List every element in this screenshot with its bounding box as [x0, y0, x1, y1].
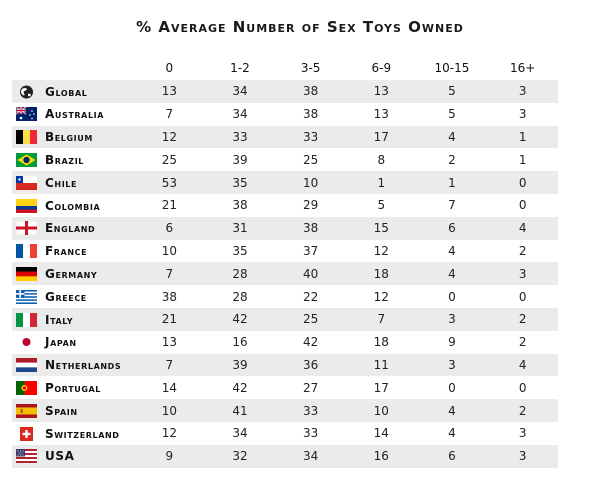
value-cell: 38	[275, 80, 346, 103]
value-cell: 4	[417, 262, 488, 285]
table-row	[12, 308, 558, 331]
value-cell: 5	[346, 194, 417, 217]
value-cell: 38	[134, 285, 205, 308]
value-cell: 5	[417, 80, 488, 103]
greece-flag-icon	[16, 290, 37, 304]
value-cell: 13	[346, 80, 417, 103]
value-cell: 7	[417, 194, 488, 217]
value-cell: 1	[487, 126, 558, 149]
value-cell: 4	[487, 354, 558, 377]
usa-flag-icon	[16, 449, 37, 463]
value-cell: 33	[275, 399, 346, 422]
value-cell: 6	[134, 217, 205, 240]
value-cell: 5	[417, 103, 488, 126]
table-row	[12, 240, 558, 263]
country-cell	[12, 262, 134, 285]
value-cell: 42	[205, 376, 276, 399]
value-cell: 0	[417, 376, 488, 399]
value-cell: 17	[346, 376, 417, 399]
header-col-1: 1-2	[230, 61, 250, 75]
country-label: Greece	[45, 289, 87, 304]
value-cell: 21	[134, 308, 205, 331]
switzerland-flag-icon	[16, 427, 37, 441]
belgium-flag-icon	[16, 130, 37, 144]
country-cell	[12, 148, 134, 171]
country-cell	[12, 194, 134, 217]
country-cell	[12, 126, 134, 149]
value-cell: 14	[134, 376, 205, 399]
value-cell: 4	[417, 240, 488, 263]
england-flag-icon	[16, 221, 37, 235]
table-row	[12, 126, 558, 149]
table-row	[12, 331, 558, 354]
country-label: Spain	[45, 403, 78, 418]
table-row	[12, 399, 558, 422]
portugal-flag-icon	[16, 381, 37, 395]
country-label: Japan	[45, 335, 77, 350]
country-label: Germany	[45, 267, 98, 282]
value-cell: 34	[205, 422, 276, 445]
value-cell: 3	[487, 445, 558, 468]
value-cell: 10	[134, 399, 205, 422]
value-cell: 38	[275, 103, 346, 126]
country-cell	[12, 308, 134, 331]
country-cell	[12, 285, 134, 308]
value-cell: 36	[275, 354, 346, 377]
header-country	[12, 56, 134, 80]
value-cell: 25	[134, 148, 205, 171]
table-row	[12, 445, 558, 468]
value-cell: 3	[487, 80, 558, 103]
value-cell: 13	[134, 80, 205, 103]
value-cell: 0	[417, 285, 488, 308]
value-cell: 2	[487, 331, 558, 354]
value-cell: 2	[487, 240, 558, 263]
value-cell: 39	[205, 354, 276, 377]
table-row	[12, 354, 558, 377]
table-row	[12, 376, 558, 399]
value-cell: 3	[417, 354, 488, 377]
value-cell: 18	[346, 331, 417, 354]
value-cell: 35	[205, 171, 276, 194]
value-cell: 33	[205, 126, 276, 149]
value-cell: 28	[205, 262, 276, 285]
value-cell: 9	[134, 445, 205, 468]
value-cell: 40	[275, 262, 346, 285]
header-col-3: 6-9	[371, 61, 392, 75]
country-label: France	[45, 244, 88, 259]
country-label: Italy	[45, 312, 74, 327]
value-cell: 25	[275, 308, 346, 331]
value-cell: 27	[275, 376, 346, 399]
value-cell: 37	[275, 240, 346, 263]
value-cell: 6	[417, 445, 488, 468]
table-row	[12, 171, 558, 194]
value-cell: 11	[346, 354, 417, 377]
value-cell: 21	[134, 194, 205, 217]
country-label: Chile	[45, 175, 78, 190]
value-cell: 28	[205, 285, 276, 308]
value-cell: 2	[487, 399, 558, 422]
brazil-flag-icon	[16, 153, 37, 167]
country-cell	[12, 217, 134, 240]
country-cell	[12, 171, 134, 194]
value-cell: 3	[487, 103, 558, 126]
value-cell: 16	[346, 445, 417, 468]
country-cell	[12, 399, 134, 422]
table-row	[12, 422, 558, 445]
data-table	[12, 56, 558, 468]
country-label: Brazil	[45, 153, 84, 168]
colombia-flag-icon	[16, 199, 37, 213]
value-cell: 10	[134, 240, 205, 263]
value-cell: 6	[417, 217, 488, 240]
country-label: Global	[45, 84, 88, 99]
country-label: Switzerland	[45, 426, 120, 441]
value-cell: 17	[346, 126, 417, 149]
value-cell: 0	[487, 194, 558, 217]
value-cell: 10	[275, 171, 346, 194]
value-cell: 0	[487, 171, 558, 194]
header-col-0: 0	[165, 61, 174, 75]
table-row	[12, 194, 558, 217]
france-flag-icon	[16, 244, 37, 258]
country-cell	[12, 103, 134, 126]
value-cell: 1	[487, 148, 558, 171]
country-cell	[12, 354, 134, 377]
australia-flag-icon	[16, 107, 37, 121]
value-cell: 7	[134, 354, 205, 377]
value-cell: 4	[487, 217, 558, 240]
value-cell: 4	[417, 399, 488, 422]
value-cell: 13	[346, 103, 417, 126]
value-cell: 25	[275, 148, 346, 171]
value-cell: 53	[134, 171, 205, 194]
italy-flag-icon	[16, 313, 37, 327]
value-cell: 2	[487, 308, 558, 331]
header-col-2: 3-5	[300, 61, 321, 75]
country-cell	[12, 376, 134, 399]
value-cell: 14	[346, 422, 417, 445]
table-row	[12, 285, 558, 308]
country-label: Belgium	[45, 130, 93, 145]
value-cell: 39	[205, 148, 276, 171]
value-cell: 4	[417, 126, 488, 149]
value-cell: 42	[275, 331, 346, 354]
value-cell: 18	[346, 262, 417, 285]
value-cell: 34	[205, 103, 276, 126]
value-cell: 29	[275, 194, 346, 217]
value-cell: 13	[134, 331, 205, 354]
value-cell: 42	[205, 308, 276, 331]
value-cell: 16	[205, 331, 276, 354]
value-cell: 38	[205, 194, 276, 217]
country-label: Netherlands	[45, 358, 122, 373]
value-cell: 12	[134, 126, 205, 149]
value-cell: 0	[487, 285, 558, 308]
value-cell: 7	[134, 262, 205, 285]
spain-flag-icon	[16, 404, 37, 418]
value-cell: 12	[134, 422, 205, 445]
value-cell: 38	[275, 217, 346, 240]
country-cell	[12, 331, 134, 354]
header-col-4: 10-15	[434, 61, 470, 75]
value-cell: 3	[487, 262, 558, 285]
table-row	[12, 148, 558, 171]
value-cell: 34	[275, 445, 346, 468]
header-row	[12, 56, 558, 80]
country-label: Australia	[45, 107, 105, 122]
value-cell: 12	[346, 285, 417, 308]
chile-flag-icon	[16, 176, 37, 190]
value-cell: 41	[205, 399, 276, 422]
value-cell: 1	[417, 171, 488, 194]
country-label: Colombia	[45, 198, 101, 213]
value-cell: 33	[275, 126, 346, 149]
value-cell: 9	[417, 331, 488, 354]
value-cell: 7	[134, 103, 205, 126]
table-row	[12, 103, 558, 126]
japan-flag-icon	[16, 335, 37, 349]
value-cell: 32	[205, 445, 276, 468]
value-cell: 1	[346, 171, 417, 194]
country-cell	[12, 80, 134, 103]
value-cell: 4	[417, 422, 488, 445]
value-cell: 12	[346, 240, 417, 263]
value-cell: 31	[205, 217, 276, 240]
value-cell: 10	[346, 399, 417, 422]
value-cell: 33	[275, 422, 346, 445]
globe-icon	[16, 85, 37, 99]
value-cell: 3	[417, 308, 488, 331]
value-cell: 3	[487, 422, 558, 445]
value-cell: 35	[205, 240, 276, 263]
value-cell: 2	[417, 148, 488, 171]
table-row	[12, 217, 558, 240]
netherlands-flag-icon	[16, 358, 37, 372]
germany-flag-icon	[16, 267, 37, 281]
chart-title: % Average Number of Sex Toys Owned	[136, 18, 464, 36]
country-label: England	[45, 221, 96, 236]
value-cell: 8	[346, 148, 417, 171]
country-label: Portugal	[45, 381, 102, 395]
header-col-5: 16+	[509, 61, 536, 75]
country-cell	[12, 445, 134, 468]
value-cell: 15	[346, 217, 417, 240]
country-cell	[12, 240, 134, 263]
table-row	[12, 80, 558, 103]
value-cell: 7	[346, 308, 417, 331]
table-row	[12, 262, 558, 285]
country-cell	[12, 422, 134, 445]
value-cell: 0	[487, 376, 558, 399]
value-cell: 22	[275, 285, 346, 308]
country-label: USA	[45, 449, 75, 464]
value-cell: 34	[205, 80, 276, 103]
